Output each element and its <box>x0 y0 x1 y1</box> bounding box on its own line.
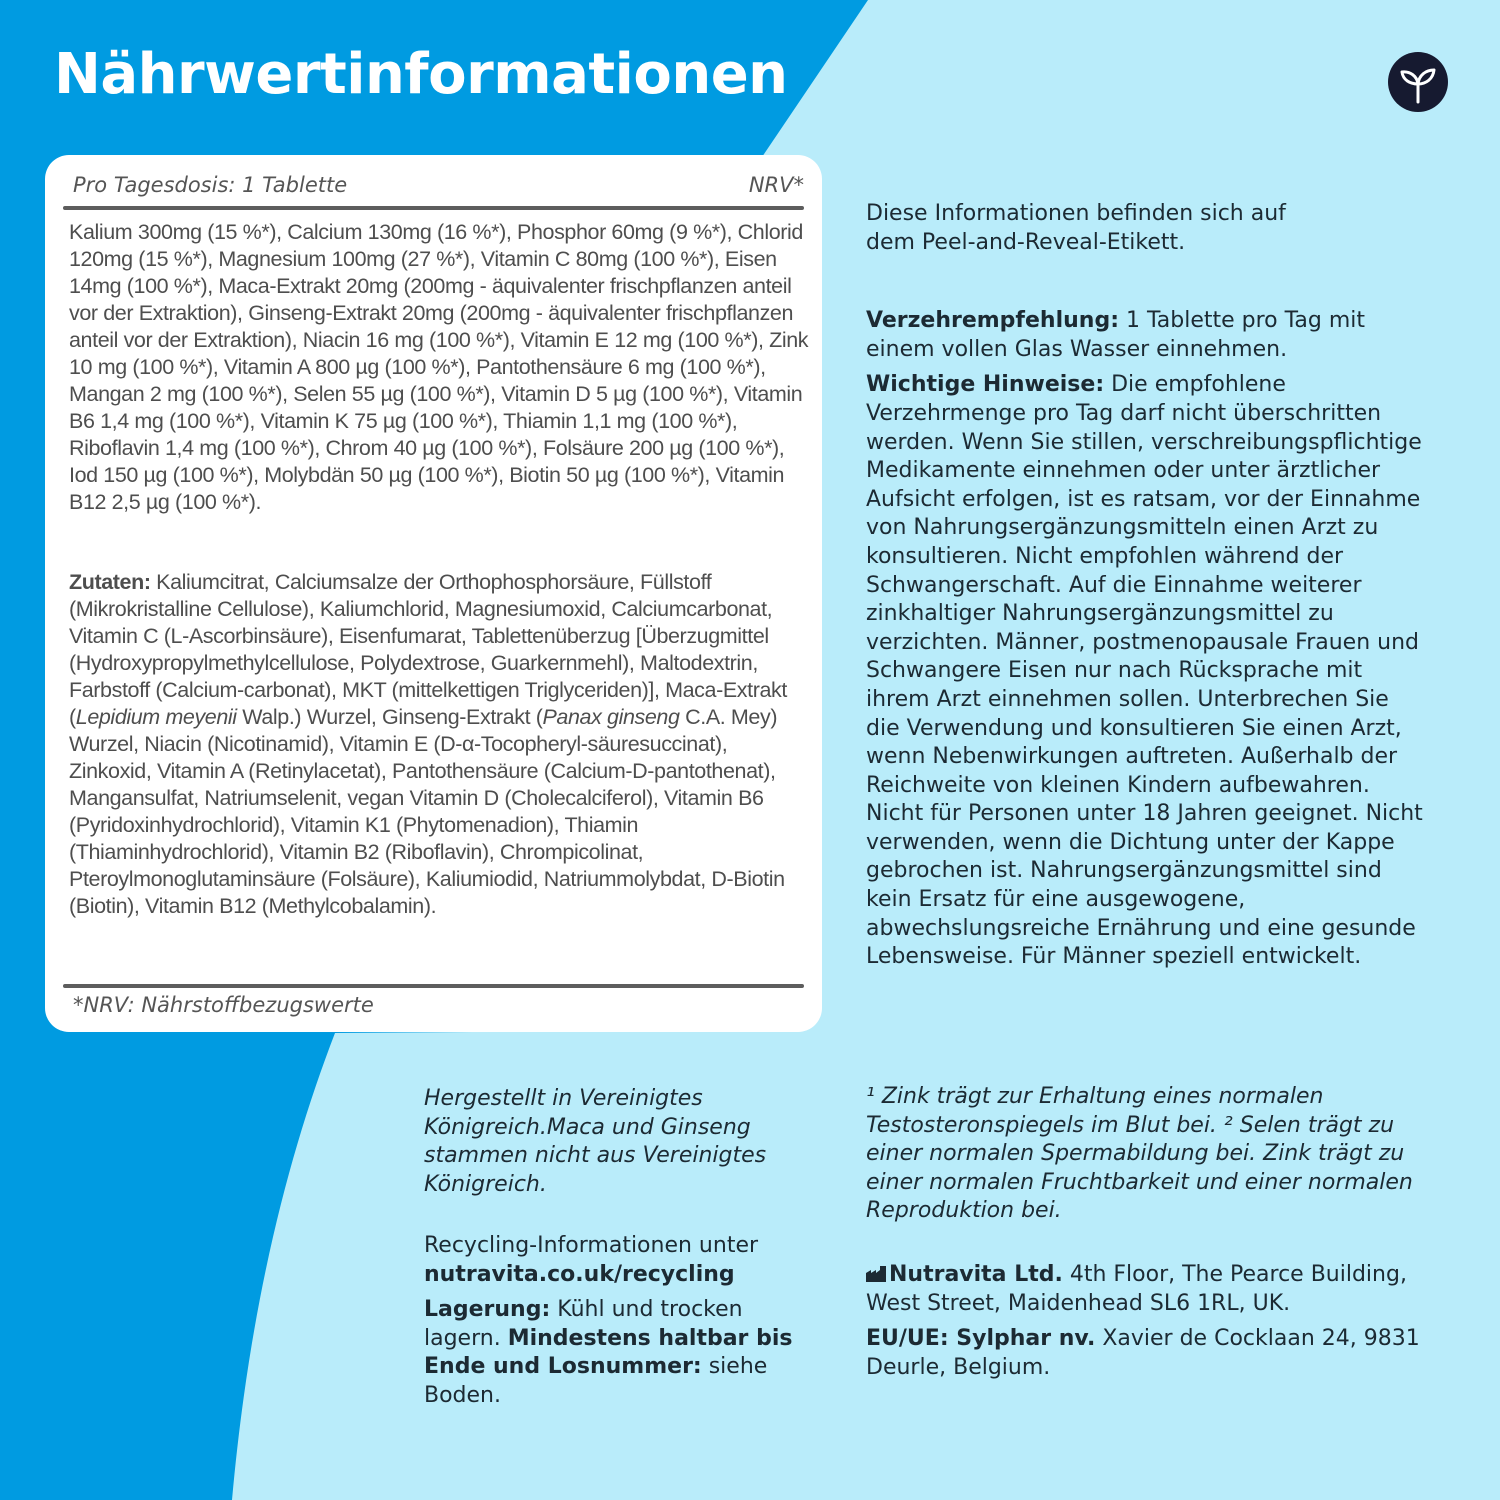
eu-representative: EU/UE: Sylphar nv. Xavier de Cocklaan 24, 9831 Deurle, Belgium. <box>866 1326 1420 1380</box>
ingredients-label: Zutaten: <box>69 570 151 594</box>
important-warnings: Wichtige Hinweise: Die empfohlene Verzehrmenge pro Tag darf nicht überschritten werden. Wenn Sie stillen, verschreibungspflichtige Medikamente einnehmen oder unter ärztlicher Aufsicht erfolgen, ist es ratsam, vor der Einnahme von Nahrungsergänzungsmitteln einen Arzt zu konsultieren. Nicht empfohlen während der Schwangerschaft. Auf die Einnahme weiterer zinkhaltiger Nahrungsergänzungsmittel zu verzichten. Männer, postmenopausale Frauen und Schwangere Eisen nur nach Rücksprache mit ihrem Arzt einnehmen sollen. Unterbrechen Sie die Verwendung und konsultieren Sie einen Arzt, wenn Nebenwirkungen auftreten. Außerhalb der Reichweite von kleinen Kindern aufbewahren. Nicht für Personen unter 18 Jahren geeignet. Nicht verwenden, wenn die Dichtung unter der Kappe gebrochen ist. Nahrungsergänzungsmittel sind kein Ersatz für eine ausgewogene, abwechslungsreiche Ernährung und eine gesunde Lebensweise. Für Männer speziell entwickelt. <box>866 372 1423 970</box>
nrv-column-label: NRV* <box>748 173 804 197</box>
nutrient-list: Kalium 300mg (15 %*), Calcium 130mg (16 %*), Phosphor 60mg (9 %*), Chlorid 120mg (15 %*), Magnesium 100mg (27 %*), Vitamin C 80mg (100 %*), Eisen 14mg (100 %*), Maca-Extrakt 20mg (200mg - äquivalenter frischpflanzen anteil vor der Extraktion), Ginseng-Extrakt 20mg (200mg - äquivalenter frischpflanzen anteil vor der Extraktion), Niacin 16 mg (100 %*), Vitamin E 12 mg (100 %*), Zink 10 mg (100 %*), Vitamin A 800 µg (100 %*), Pantothensäure 6 mg (100 %*), Mangan 2 mg (100 %*), Selen 55 µg (100 %*), Vitamin D 5 µg (100 %*), Vitamin B6 1,4 mg (100 %*), Vitamin K 75 µg (100 %*), Thiamin 1,1 mg (100 %*), Riboflavin 1,4 mg (100 %*), Chrom 40 µg (100 %*), Folsäure 200 µg (100 %*), Iod 150 µg (100 %*), Molybdän 50 µg (100 %*), Biotin 50 µg (100 %*), Vitamin B12 2,5 µg (100 %*). <box>69 220 809 514</box>
card-header <box>73 173 804 197</box>
serving-size-label: Pro Tagesdosis: 1 Tablette <box>73 173 348 197</box>
health-claims: ¹ Zink trägt zur Erhaltung eines normalen Testosteronspiegels im Blut bei. ² Selen trägt zu einer normalen Spermabildung bei. Zink trägt zu einer normalen Fruchtbarkeit und einer normalen Reproduktion bei. <box>866 1084 1413 1224</box>
dosage-recommendation: Verzehrempfehlung: 1 Tablette pro Tag mit einem vollen Glas Wasser einnehmen. <box>866 308 1366 362</box>
ingredients-list: Zutaten: Kaliumcitrat, Calciumsalze der Orthophosphorsäure, Füllstoff (Mikrokristalline Cellulose), Kaliumchlorid, Magnesiumoxid, Calciumcarbonat, Vitamin C (L-Ascorbinsäure), Eisenfumarat, Tablettenüberzug [Überzugmittel (Hydroxypropylmethylcellulose, Polydextrose, Guarkernmehl), Maltodextrin, Farbstoff (Calcium-carbonat), MKT (mittelkettigen Triglyceriden)], Maca-Extrakt (Lepidium meyenii Walp.) Wurzel, Ginseng-Extrakt (Panax ginseng C.A. Mey) Wurzel, Niacin (Nicotinamid), Vitamin E (D-α-Tocopheryl-säuresuccinat), Zinkoxid, Vitamin A (Retinylacetat), Pantothensäure (Calcium-D-pantothenat), Mangansulfat, Natriumselenit, vegan Vitamin D (Cholecalciferol), Vitamin B6 (Pyridoxinhydrochlorid), Vitamin K1 (Phytomenadion), Thiamin (Thiaminhydrochlorid), Vitamin B2 (Riboflavin), Chrompicolinat, Pteroylmonoglutaminsäure (Folsäure), Kaliumiodid, Natriummolybdat, D-Biotin (Biotin), Vitamin B12 (Methylcobalamin). <box>69 570 787 918</box>
factory-icon <box>866 1266 886 1282</box>
manufacturer-name: Nutravita Ltd. <box>889 1262 1063 1287</box>
recycling-text: Recycling-Informationen unter <box>424 1233 759 1258</box>
nrv-footnote: *NRV: Nährstoffbezugswerte <box>73 993 374 1017</box>
page-title: Nährwertinformationen <box>54 42 788 107</box>
top-divider <box>63 206 804 210</box>
peel-reveal-info: Diese Informationen befinden sich auf dem Peel-and-Reveal-Etikett. <box>866 201 1286 255</box>
nutrition-card <box>45 155 822 1032</box>
usage-information <box>866 200 1426 972</box>
origin-statement: Hergestellt in Vereinigtes Königreich.Maca und Ginseng stammen nicht aus Vereinigtes Königreich. <box>424 1086 767 1197</box>
manufacturer-address: Nutravita Ltd. 4th Floor, The Pearce Building, West Street, Maidenhead SL6 1RL, UK. EU/UE: Sylphar nv. Xavier de Cocklaan 24, 9831 Deurle, Belgium. <box>866 1261 1426 1382</box>
recycling-link[interactable]: nutravita.co.uk/recycling <box>424 1261 735 1287</box>
bottom-divider <box>63 984 804 988</box>
sprout-icon <box>1388 52 1448 112</box>
storage-info: Recycling-Informationen unter nutravita.co.uk/recycling Lagerung: Kühl und trocken lagern. Mindestens haltbar bis Ende und Losnummer: siehe Boden. <box>424 1233 793 1408</box>
